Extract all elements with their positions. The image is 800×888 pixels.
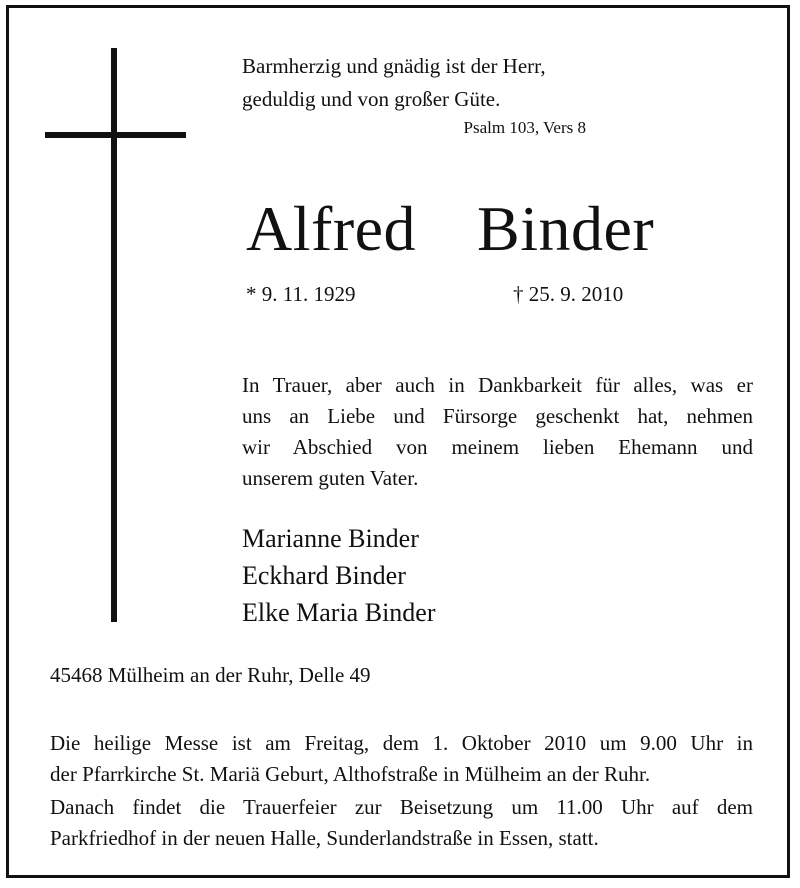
verse-line: geduldig und von großer Güte.: [242, 87, 501, 111]
mourner-name: Elke Maria Binder: [242, 598, 436, 627]
service-line: der Pfarrkirche St. Mariä Geburt, Althofstraße in Mülheim an der Ruhr.: [50, 762, 651, 786]
birth-date: * 9. 11. 1929: [246, 282, 356, 306]
family-address: 45468 Mülheim an der Ruhr, Delle 49: [50, 663, 371, 687]
service-line: Parkfriedhof in der neuen Halle, Sunderlandstraße in Essen, statt.: [50, 826, 599, 850]
service-line: Danach findet die Trauerfeier zur Beisetzung um 11.00 Uhr auf dem: [50, 795, 753, 819]
mourner-name: Eckhard Binder: [242, 561, 406, 590]
service-info: [50, 728, 753, 854]
bible-verse: [242, 50, 546, 116]
deceased-name: Alfred Binder: [246, 193, 655, 264]
mourners-list: [242, 520, 436, 631]
verse-line: Barmherzig und gnädig ist der Herr,: [242, 54, 546, 78]
text-line: wir Abschied von meinem lieben Ehemann und: [242, 435, 753, 459]
mourning-text: [242, 370, 753, 494]
mourner-name: Marianne Binder: [242, 524, 419, 553]
text-line: unserem guten Vater.: [242, 466, 419, 490]
text-line: In Trauer, aber auch in Dankbarkeit für alles, was er: [242, 373, 753, 397]
service-line: Die heilige Messe ist am Freitag, dem 1. Oktober 2010 um 9.00 Uhr in: [50, 731, 753, 755]
text-line: uns an Liebe und Fürsorge geschenkt hat, nehmen: [242, 404, 753, 428]
verse-reference: Psalm 103, Vers 8: [463, 118, 586, 137]
death-date: † 25. 9. 2010: [513, 282, 624, 306]
